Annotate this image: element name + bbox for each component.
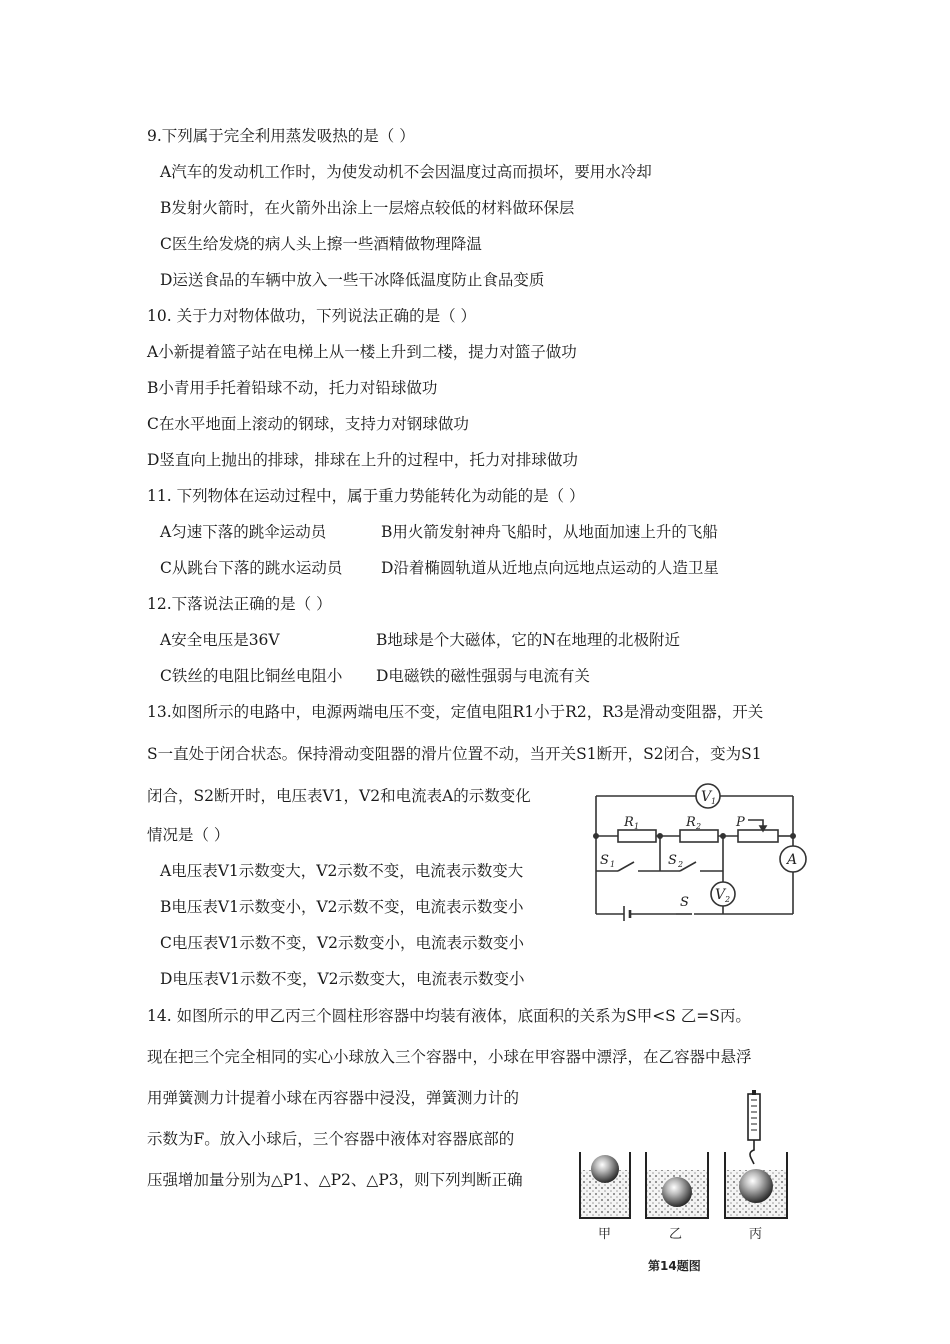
q9-stem: 9.下列属于完全利用蒸发吸热的是（ ） [147,127,415,145]
q14-line-5: 压强增加量分别为△P1、△P2、△P3，则下列判断正确 [147,1171,523,1189]
label-yi: 乙 [669,1227,683,1242]
ammeter-label: A [787,852,798,868]
q12-option-d: D电磁铁的磁性强弱与电流有关 [376,667,590,685]
s-label: S [680,895,689,910]
q9-option-a: A汽车的发动机工作时，为使发动机不会因温度过高而损坏，要用水冷却 [160,163,652,181]
q11-option-a: A匀速下落的跳伞运动员 [160,523,327,541]
q13-line-1: 13.如图所示的电路中，电源两端电压不变，定值电阻R1小于R2，R3是滑动变阻器，开关 [147,703,764,721]
ball-bing-icon [739,1169,773,1203]
v1-sub: 1 [711,797,717,806]
q10-option-a: A小新提着篮子站在电梯上从一楼上升到二楼，提力对篮子做功 [147,343,577,361]
container-jia [580,1152,630,1218]
r2-label: R [686,815,696,830]
q11-option-d: D沿着椭圆轨道从近地点向远地点运动的人造卫星 [381,559,719,577]
v2-label: V [715,887,726,903]
q14-line-4: 示数为F。放入小球后，三个容器中液体对容器底部的 [147,1130,515,1148]
q13-option-c: C电压表V1示数不变，V2示数变小，电流表示数变小 [160,934,524,952]
container-yi [646,1152,708,1218]
q10-option-d: D竖直向上抛出的排球，排球在上升的过程中，托力对排球做功 [147,451,578,469]
q9-option-d: D运送食品的车辆中放入一些干冰降低温度防止食品变质 [160,271,545,289]
q10-option-b: B小青用手托着铅球不动，托力对铅球做功 [147,379,438,397]
voltmeter-v2-icon [711,882,735,906]
container-bing [725,1090,787,1218]
q13-line-3: 闭合，S2断开时，电压表V1，V2和电流表A的示数变化 [147,787,531,805]
ammeter-icon [780,846,806,872]
q14-line-2: 现在把三个完全相同的实心小球放入三个容器中，小球在甲容器中漂浮，在乙容器中悬浮 [147,1048,752,1066]
switch-s1-icon [618,862,634,871]
voltmeter-v1-icon [696,784,720,808]
q14-line-3: 用弹簧测力计提着小球在丙容器中浸没，弹簧测力计的 [147,1089,520,1107]
q13-circuit-figure [588,776,813,921]
q11-option-b: B用火箭发射神舟飞船时，从地面加速上升的飞船 [381,523,718,541]
q12-option-a: A安全电压是36V [160,631,280,649]
r1-label: R [624,815,634,830]
q12-stem: 12.下落说法正确的是（ ） [147,595,332,613]
q13-option-d: D电压表V1示数不变，V2示数变大，电流表示数变小 [160,970,525,988]
v1-label: V [701,789,712,805]
s1-sub: 1 [610,860,616,869]
r1-sub: 1 [634,822,640,831]
figure-caption: 第14题图 [648,1259,701,1273]
r2-sub: 2 [696,822,702,831]
q9-option-b: B发射火箭时，在火箭外出涂上一层熔点较低的材料做环保层 [160,199,575,217]
q11-stem: 11. 下列物体在运动过程中，属于重力势能转化为动能的是（ ） [147,487,585,505]
rheostat-r3-icon [738,830,778,842]
s2-sub: 2 [678,860,684,869]
spring-scale-icon [748,1090,760,1164]
q13-line-2: S一直处于闭合状态。保持滑动变阻器的滑片位置不动，当开关S1断开，S2闭合，变为S1 [147,745,762,763]
resistor-r2-icon [680,830,718,842]
q14-containers-figure [570,1090,800,1275]
ball-yi-icon [662,1177,692,1207]
q13-line-4: 情况是（ ） [147,826,230,844]
resistor-r1-icon [618,830,656,842]
ball-jia-icon [591,1155,619,1183]
q13-option-b: B电压表V1示数变小，V2示数不变，电流表示数变小 [160,898,524,916]
q12-option-b: B地球是个大磁体，它的N在地理的北极附近 [376,631,680,649]
q11-option-c: C从跳台下落的跳水运动员 [160,559,343,577]
q13-option-a: A电压表V1示数变大，V2示数不变，电流表示数变大 [160,862,524,880]
p-label: P [736,815,745,830]
q9-option-c: C医生给发烧的病人头上擦一些酒精做物理降温 [160,235,482,253]
label-jia: 甲 [598,1227,612,1242]
s1-label: S [600,853,609,868]
q10-stem: 10. 关于力对物体做功，下列说法正确的是（ ） [147,307,477,325]
q14-line-1: 14. 如图所示的甲乙丙三个圆柱形容器中均装有液体，底面积的关系为S甲<S 乙=S丙。 [147,1007,751,1025]
s2-label: S [668,853,677,868]
label-bing: 丙 [749,1227,763,1242]
q10-option-c: C在水平地面上滚动的钢球，支持力对钢球做功 [147,415,469,433]
q12-option-c: C铁丝的电阻比铜丝电阻小 [160,667,343,685]
v2-sub: 2 [725,895,731,904]
